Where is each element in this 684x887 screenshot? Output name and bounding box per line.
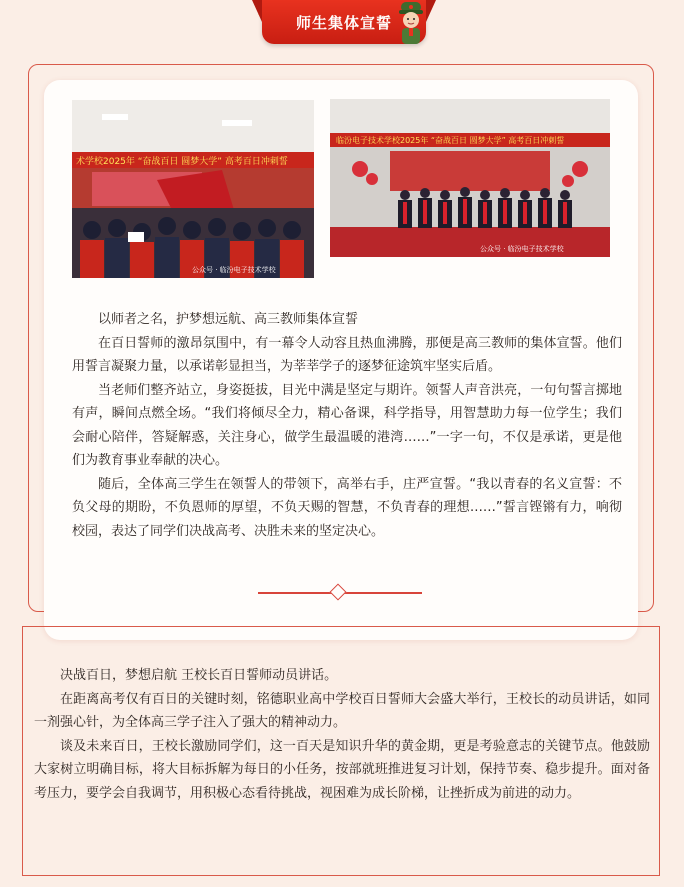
section1-paragraph: 当老师们整齐站立，身姿挺拔，目光中满是坚定与期许。领誓人声音洪亮，一句句誓言掷地有声，瞬间点燃全场。“我们将倾尽全力，精心备课，科学指导，用智慧助力每一位学生；我们会耐心陪伴，答疑解惑，关注身心，做学生最温暖的港湾……”一字一句，不仅是承诺，更是他们为教育事业奉献的决心。 <box>72 382 622 468</box>
section1-paragraph: 在百日誓师的激昂氛围中，有一幕令人动容且热血沸腾，那便是高三教师的集体宣誓。他们用誓言凝聚力量，以承诺彰显担当，为莘莘学子的逐梦征途筑牢坚实后盾。 <box>72 335 622 374</box>
section2-paragraph: 在距离高考仅有百日的关键时刻，铭德职业高中学校百日誓师大会盛大举行，王校长的动员讲话，如同一剂强心针，为全体高三学子注入了强大的精神动力。 <box>34 691 650 730</box>
section2-heading: 决战百日，梦想启航 王校长百日誓师动员讲话。 <box>60 668 338 683</box>
section-title: 师生集体宣誓 <box>295 13 392 32</box>
oath-photo-students <box>72 100 314 278</box>
photo2-watermark: 公众号 · 临汾电子技术学校 <box>480 245 564 253</box>
section2-paragraph: 谈及未来百日，王校长激励同学们，这一百天是知识升华的黄金期，更是考验意志的关键节点。他鼓励大家树立明确目标，将大目标拆解为每日的小任务，按部就班推进复习计划，保持节奏、稳步提升。面对备考压力，要学会自我调节，用积极心态看待挑战，视困难为成长阶梯，让挫折成为前进的动力。 <box>34 738 650 801</box>
photo1-watermark: 公众号 · 临汾电子技术学校 <box>192 266 276 274</box>
photo1-banner-text: 术学校2025年 “奋战百日 圆梦大学” 高考百日冲刺誓 <box>76 157 288 167</box>
soldier-mascot-icon <box>394 0 428 46</box>
section2-body <box>34 664 650 805</box>
section1-body <box>72 308 622 543</box>
photo2-banner-text: 临汾电子技术学校2025年 “奋战百日 圆梦大学” 高考百日冲刺誓 <box>336 136 565 145</box>
section1-paragraph: 随后，全体高三学生在领誓人的带领下，高举右手，庄严宣誓。“我以青春的名义宣誓：不负父母的期盼，不负恩师的厚望，不负天赐的智慧，不负青春的理想……”誓言铿锵有力，响彻校园，表达了同学们决战高考、决胜未来的坚定决心。 <box>72 476 622 539</box>
section1-heading: 以师者之名，护梦想远航、高三教师集体宣誓 <box>98 312 359 327</box>
oath-photo-teachers <box>330 99 610 257</box>
